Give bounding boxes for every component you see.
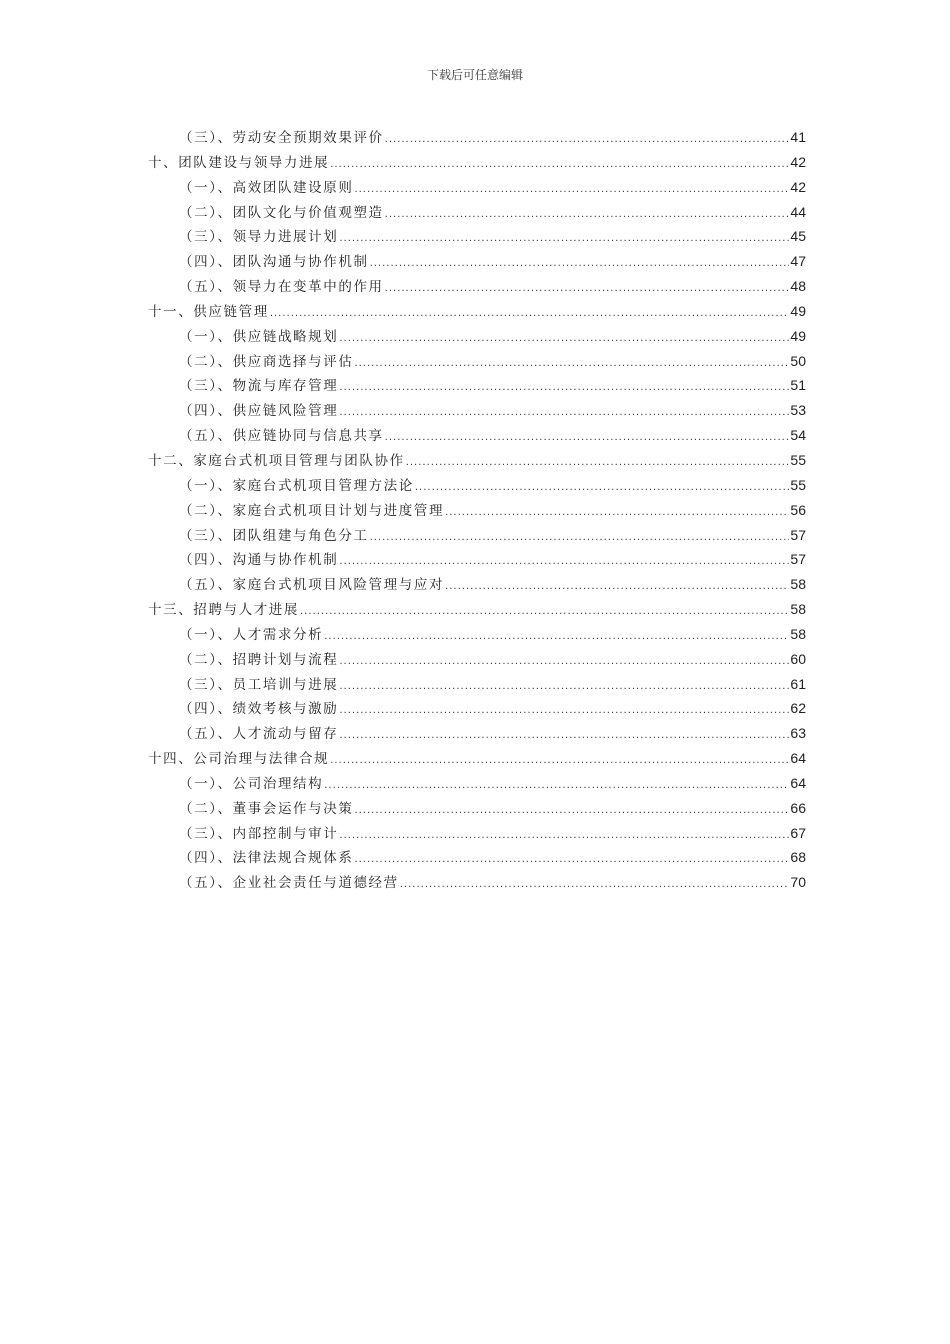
toc-entry-title: （四）、沟通与协作机制 [179, 552, 339, 569]
toc-dot-leader [354, 358, 789, 369]
toc-dot-leader [270, 308, 790, 319]
toc-dot-leader [370, 258, 790, 269]
toc-dot-leader [339, 233, 789, 244]
toc-dot-leader [354, 854, 789, 865]
toc-dot-leader [339, 656, 789, 667]
toc-section-entry[interactable] [148, 176, 806, 201]
toc-section-entry[interactable] [148, 424, 806, 449]
toc-section-entry[interactable] [148, 673, 806, 698]
toc-entry-title: 十二、家庭台式机项目管理与团队协作 [148, 452, 405, 469]
toc-section-entry[interactable] [148, 797, 806, 822]
toc-chapter-entry[interactable] [148, 300, 806, 325]
toc-section-entry[interactable] [148, 499, 806, 524]
toc-dot-leader [339, 556, 789, 567]
toc-section-entry[interactable] [148, 871, 806, 896]
toc-entry-page-number: 48 [790, 278, 806, 295]
toc-entry-title: （五）、企业社会责任与道德经营 [179, 875, 399, 892]
toc-entry-page-number: 57 [790, 526, 806, 543]
toc-entry-page-number: 58 [790, 601, 806, 618]
toc-section-entry[interactable] [148, 350, 806, 375]
toc-dot-leader [300, 606, 789, 617]
toc-section-entry[interactable] [148, 822, 806, 847]
toc-entry-page-number: 61 [790, 675, 806, 692]
toc-dot-leader [445, 581, 789, 592]
toc-entry-page-number: 58 [790, 625, 806, 642]
toc-entry-page-number: 58 [790, 576, 806, 593]
toc-entry-title: （三）、劳动安全预期效果评价 [179, 130, 384, 146]
toc-dot-leader [445, 507, 789, 518]
toc-entry-title: （五）、供应链协同与信息共享 [179, 428, 384, 445]
toc-entry-page-number: 66 [790, 799, 806, 816]
toc-chapter-entry[interactable] [148, 598, 806, 623]
toc-chapter-entry[interactable] [148, 747, 806, 772]
toc-dot-leader [330, 159, 789, 170]
toc-section-entry[interactable] [148, 474, 806, 499]
toc-section-entry[interactable] [148, 225, 806, 250]
toc-chapter-entry[interactable] [148, 449, 806, 474]
toc-entry-page-number: 47 [790, 253, 806, 270]
toc-entry-title: （三）、领导力进展计划 [179, 229, 339, 246]
toc-entry-title: 十四、公司治理与法律合规 [148, 751, 330, 768]
toc-dot-leader [339, 382, 789, 393]
toc-chapter-entry[interactable] [148, 151, 806, 176]
toc-entry-page-number: 56 [790, 501, 806, 518]
toc-entry-title: 十一、供应链管理 [148, 303, 269, 320]
toc-dot-leader [385, 209, 790, 220]
toc-entry-page-number: 70 [790, 874, 806, 891]
toc-entry-page-number: 62 [790, 700, 806, 717]
toc-entry-title: （一）、公司治理结构 [179, 775, 324, 792]
toc-entry-title: （四）、绩效考核与激励 [179, 701, 339, 718]
toc-entry-page-number: 55 [790, 476, 806, 493]
toc-entry-title: （四）、法律法规合规体系 [179, 850, 354, 867]
toc-dot-leader [385, 432, 790, 443]
toc-entry-page-number: 49 [790, 327, 806, 344]
toc-entry-title: （二）、招聘计划与流程 [179, 651, 339, 668]
toc-dot-leader [354, 805, 789, 816]
toc-section-entry[interactable] [148, 250, 806, 275]
toc-entry-page-number: 60 [790, 650, 806, 667]
toc-dot-leader [330, 755, 789, 766]
toc-section-entry[interactable] [148, 623, 806, 648]
toc-section-entry[interactable] [148, 846, 806, 871]
toc-entry-page-number: 42 [790, 178, 806, 195]
toc-entry-title: （三）、团队组建与角色分工 [179, 527, 369, 544]
toc-dot-leader [324, 631, 789, 642]
toc-entry-page-number: 54 [790, 427, 806, 444]
page-header: 下载后可任意编辑 [426, 68, 523, 82]
toc-dot-leader [339, 407, 789, 418]
toc-entry-title: （二）、家庭台式机项目计划与进度管理 [179, 502, 445, 519]
toc-entry-title: （五）、领导力在变革中的作用 [179, 279, 384, 296]
toc-entry-page-number: 44 [790, 203, 806, 220]
toc-section-entry[interactable] [148, 548, 806, 573]
toc-entry-page-number: 63 [790, 725, 806, 742]
toc-entry-page-number: 50 [790, 352, 806, 369]
toc-dot-leader [324, 780, 789, 791]
toc-section-entry[interactable] [148, 524, 806, 549]
toc-section-entry[interactable] [148, 201, 806, 226]
toc-section-entry[interactable] [148, 772, 806, 797]
toc-section-entry[interactable] [148, 697, 806, 722]
toc-entry-title: （一）、人才需求分析 [179, 626, 324, 643]
toc-dot-leader [415, 482, 790, 493]
toc-entry-page-number: 53 [790, 402, 806, 419]
toc-entry-title: （一）、供应链战略规划 [179, 328, 339, 345]
toc-entry-title: 十三、招聘与人才进展 [148, 602, 299, 619]
toc-dot-leader [400, 879, 790, 890]
toc-dot-leader [406, 457, 790, 468]
toc-dot-leader [339, 705, 789, 716]
toc-entry-title: （一）、高效团队建设原则 [179, 179, 354, 196]
toc-entry-title: （二）、团队文化与价值观塑造 [179, 204, 384, 221]
toc-entry-page-number: 68 [790, 849, 806, 866]
toc-section-entry[interactable] [148, 399, 806, 424]
toc-entry-page-number: 42 [790, 153, 806, 170]
toc-dot-leader [385, 283, 790, 294]
toc-dot-leader [385, 134, 790, 145]
toc-section-entry[interactable] [148, 648, 806, 673]
toc-dot-leader [339, 730, 789, 741]
toc-section-entry[interactable] [148, 374, 806, 399]
toc-entry-title: （二）、董事会运作与决策 [179, 800, 354, 817]
toc-entry-title: 十、团队建设与领导力进展 [148, 154, 330, 171]
toc-dot-leader [370, 532, 790, 543]
toc-entry-title: （五）、家庭台式机项目风险管理与应对 [179, 577, 445, 594]
toc-entry-page-number: 45 [790, 228, 806, 245]
toc-entry-page-number: 64 [790, 774, 806, 791]
toc-section-entry[interactable] [148, 325, 806, 350]
toc-entry-page-number: 41 [790, 129, 806, 145]
toc-entry-title: （一）、家庭台式机项目管理方法论 [179, 477, 414, 494]
toc-dot-leader [339, 681, 789, 692]
toc-section-entry[interactable] [148, 275, 806, 300]
toc-entry-page-number: 67 [790, 824, 806, 841]
toc-section-entry[interactable] [148, 722, 806, 747]
toc-entry-page-number: 64 [790, 750, 806, 767]
toc-dot-leader [339, 333, 789, 344]
toc-entry-page-number: 49 [790, 302, 806, 319]
toc-entry-title: （三）、物流与库存管理 [179, 378, 339, 395]
toc-entry-title: （四）、团队沟通与协作机制 [179, 254, 369, 271]
toc-entry-title: （五）、人才流动与留存 [179, 726, 339, 743]
toc-section-entry[interactable] [148, 573, 806, 598]
toc-dot-leader [354, 184, 789, 195]
toc-entry-title: （四）、供应链风险管理 [179, 403, 339, 420]
toc-dot-leader [339, 830, 789, 841]
table-of-contents [148, 126, 806, 896]
toc-entry-page-number: 55 [790, 451, 806, 468]
toc-entry-page-number: 57 [790, 551, 806, 568]
toc-entry-title: （二）、供应商选择与评估 [179, 353, 354, 370]
toc-entry-page-number: 51 [790, 377, 806, 394]
toc-entry-title: （三）、内部控制与审计 [179, 825, 339, 842]
toc-entry-title: （三）、员工培训与进展 [179, 676, 339, 693]
toc-section-entry[interactable] [148, 126, 806, 151]
